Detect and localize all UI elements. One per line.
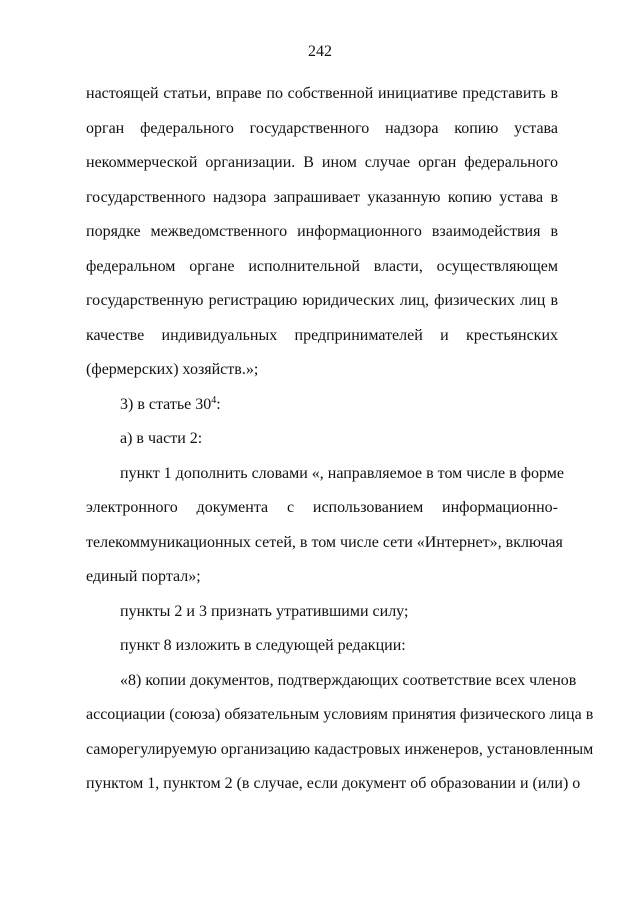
text-line-19: ассоциации (союза) обязательным условиям принятия физического лица в: [86, 706, 594, 723]
text-line-11: а) в части 2:: [120, 430, 203, 447]
text-line-8: качестве индивидуальных предпринимателей и крестьянских: [86, 327, 558, 344]
text-line-5: порядке межведомственного информационного взаимодействия в: [86, 223, 558, 240]
text-line-9: (фермерских) хозяйств.»;: [86, 361, 259, 378]
page-number: 242: [308, 43, 332, 60]
text-line-21: пунктом 1, пунктом 2 (в случае, если документ об образовании и (или) о: [86, 775, 581, 792]
article-superscript: 4: [211, 395, 217, 406]
text-line-1: настоящей статьи, вправе по собственной инициативе представить в: [86, 85, 558, 102]
text-line-18: «8) копии документов, подтверждающих соответствие всех членов: [120, 672, 577, 689]
text-line-7: государственную регистрацию юридических лиц, физических лиц в: [86, 292, 558, 309]
article-heading-text: 3) в статье 30: [120, 396, 212, 413]
text-line-14: телекоммуникационных сетей, в том числе сети «Интернет», включая: [86, 534, 563, 551]
text-line-4: государственного надзора запрашивает указанную копию устава в: [86, 189, 558, 206]
text-line-17: пункт 8 изложить в следующей редакции:: [120, 637, 406, 654]
text-line-6: федеральном органе исполнительной власти, осуществляющем: [86, 258, 558, 275]
text-line-2: орган федерального государственного надзора копию устава: [86, 120, 558, 137]
text-line-15: единый портал»;: [86, 568, 201, 585]
text-line-20: саморегулируемую организацию кадастровых инженеров, установленным: [86, 741, 594, 758]
article-heading-line: [120, 395, 558, 415]
text-line-3: некоммерческой организации. В ином случае орган федерального: [86, 154, 558, 171]
article-heading-suffix: :: [216, 396, 221, 413]
text-line-12: пункт 1 дополнить словами «, направляемое в том числе в форме: [120, 465, 564, 482]
text-line-13: электронного документа с использованием информационно-: [86, 499, 558, 516]
text-line-16: пункты 2 и 3 признать утратившими силу;: [120, 603, 409, 620]
